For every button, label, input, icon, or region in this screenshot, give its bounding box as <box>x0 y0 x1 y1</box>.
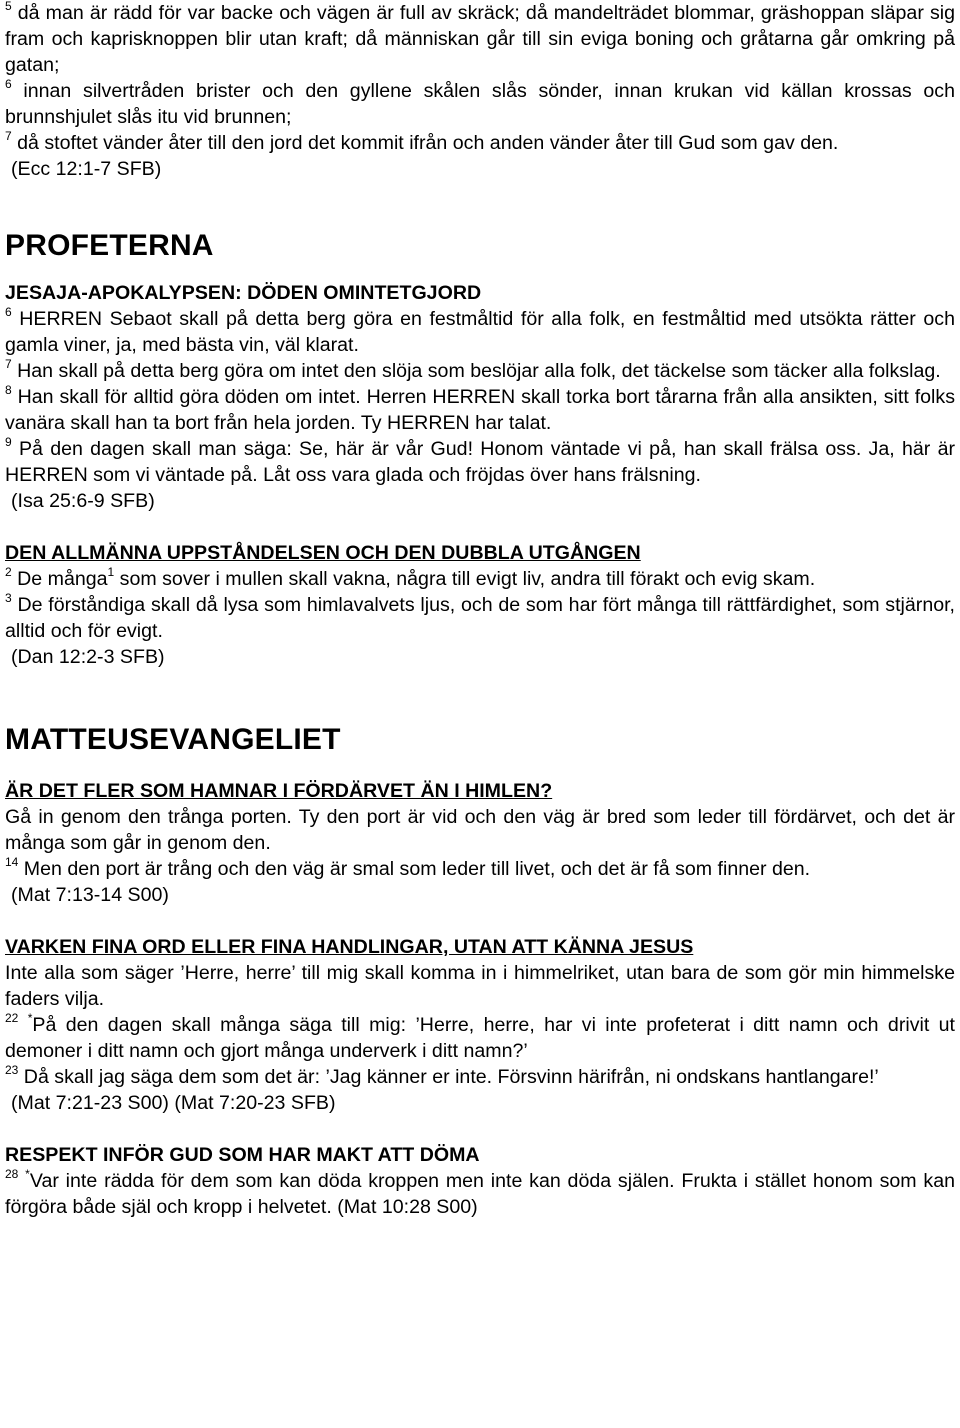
verse-isa-6 <box>5 306 955 358</box>
verse-number: 2 <box>5 565 12 580</box>
verse-number: 7 <box>5 129 12 144</box>
paragraph-varken: Inte alla som säger ’Herre, herre’ till mig skall komma in i himmelriket, utan bara de som gör min himmelske faders vilja. <box>5 962 955 1010</box>
reference-mat-7-13: (Mat 7:13-14 S00) <box>11 884 169 906</box>
verse-text: Han skall på detta berg göra om intet den slöja som beslöjar alla folk, det täckelse som täcker alla folkslag. <box>11 360 941 382</box>
section-title-matteus: MATTEUSEVANGELIET <box>5 723 341 756</box>
verse-number: 6 <box>5 77 12 92</box>
verse-number: 5 <box>5 0 12 14</box>
verse-mat-10-28 <box>5 1168 955 1220</box>
verse-text: som sover i mullen skall vakna, några till evigt liv, andra till förakt och evig skam. <box>114 568 816 590</box>
verse-isa-9 <box>5 436 955 488</box>
verse-dan-3 <box>5 592 955 644</box>
verse-isa-8 <box>5 384 955 436</box>
section-title-profeterna: PROFETERNA <box>5 229 214 262</box>
reference-mat-7-21: (Mat 7:21-23 S00) (Mat 7:20-23 SFB) <box>11 1092 336 1114</box>
verse-mat-14 <box>5 856 955 882</box>
verse-isa-7 <box>5 358 955 384</box>
reference-isa: (Isa 25:6-9 SFB) <box>11 490 155 512</box>
verse-text: På den dagen skall många säga till mig: ’Herre, herre, har vi inte profeterat i ditt namn och drivit ut demoner i ditt namn och gjort många underverk i ditt namn?’ <box>5 1014 955 1062</box>
paragraph-fler: Gå in genom den trånga porten. Ty den port är vid och den väg är bred som leder till fördärvet, och det är många som går in genom den. <box>5 806 955 854</box>
heading-daniel: DEN ALLMÄNNA UPPSTÅNDELSEN OCH DEN DUBBLA UTGÅNGEN <box>5 542 641 564</box>
verse-dan-2 <box>5 566 955 592</box>
verse-mat-23 <box>5 1064 955 1090</box>
verse-text: innan silvertråden brister och den gyllene skålen slås sönder, innan krukan vid källan krossas och brunnshjulet slås itu vid brunnen; <box>5 80 955 128</box>
verse-text: På den dagen skall man säga: Se, här är vår Gud! Honom väntade vi på, han skall frälsa oss. Ja, här är HERREN som vi väntade på. Låt oss vara glada och fröjdas över hans frälsning. <box>5 438 955 486</box>
heading-respekt: RESPEKT INFÖR GUD SOM HAR MAKT ATT DÖMA <box>5 1144 480 1166</box>
verse-ecc-7 <box>5 130 955 156</box>
reference-ecc: (Ecc 12:1-7 SFB) <box>11 158 162 180</box>
verse-number: 23 <box>5 1063 19 1078</box>
footnote-star: * <box>27 1011 33 1026</box>
verse-text: Han skall för alltid göra döden om intet. Herren HERREN skall torka bort tårarna från alla ansikten, sitt folks vanära skall han ta bort från hela jorden. Ty HERREN har talat. <box>5 386 955 434</box>
footnote-star: * <box>25 1167 30 1182</box>
verse-number: 28 <box>5 1167 19 1182</box>
verse-number: 6 <box>5 305 12 320</box>
verse-text: Då skall jag säga dem som det är: ’Jag känner er inte. Försvinn härifrån, ni ondskans hantlangare!’ <box>18 1066 879 1088</box>
verse-ecc-5 <box>5 0 955 78</box>
verse-text: De förståndiga skall då lysa som himlavalvets ljus, och de som har fört många till rättfärdighet, som stjärnor, alltid och för evigt. <box>5 594 955 642</box>
verse-text: då man är rädd för var backe och vägen är full av skräck; då mandelträdet blommar, gräshoppan släpar sig fram och kaprisknoppen blir utan kraft; då människan går till sin eviga boning och gråtarna går omkring på gatan; <box>5 2 955 76</box>
verse-text: De många <box>11 568 108 590</box>
heading-fler: ÄR DET FLER SOM HAMNAR I FÖRDÄRVET ÄN I HIMLEN? <box>5 780 553 802</box>
verse-text: då stoftet vänder åter till den jord det kommit ifrån och anden vänder åter till Gud som gav den. <box>11 132 839 154</box>
verse-text: Men den port är trång och den väg är smal som leder till livet, och det är få som finner den. <box>18 858 811 880</box>
verse-text: HERREN Sebaot skall på detta berg göra en festmåltid för alla folk, en festmåltid med utsökta rätter och gamla viner, ja, med bästa vin, väl klarat. <box>5 308 955 356</box>
verse-number: 22 <box>5 1011 19 1026</box>
verse-ecc-6 <box>5 78 955 130</box>
verse-number: 7 <box>5 357 12 372</box>
verse-number: 8 <box>5 383 12 398</box>
verse-text: Var inte rädda för dem som kan döda kroppen men inte kan döda själen. Frukta i stället honom som kan förgöra både själ och kropp i helvetet. (Mat 10:28 S00) <box>5 1170 955 1218</box>
verse-number: 14 <box>5 855 19 870</box>
heading-varken: VARKEN FINA ORD ELLER FINA HANDLINGAR, UTAN ATT KÄNNA JESUS <box>5 936 694 958</box>
verse-number: 9 <box>5 435 12 450</box>
document-page <box>5 0 955 1220</box>
verse-number: 3 <box>5 591 12 606</box>
reference-dan: (Dan 12:2-3 SFB) <box>11 646 165 668</box>
verse-mat-22 <box>5 1012 955 1064</box>
footnote-marker: 1 <box>107 565 115 580</box>
heading-jesaja: JESAJA-APOKALYPSEN: DÖDEN OMINTETGJORD <box>5 282 482 304</box>
